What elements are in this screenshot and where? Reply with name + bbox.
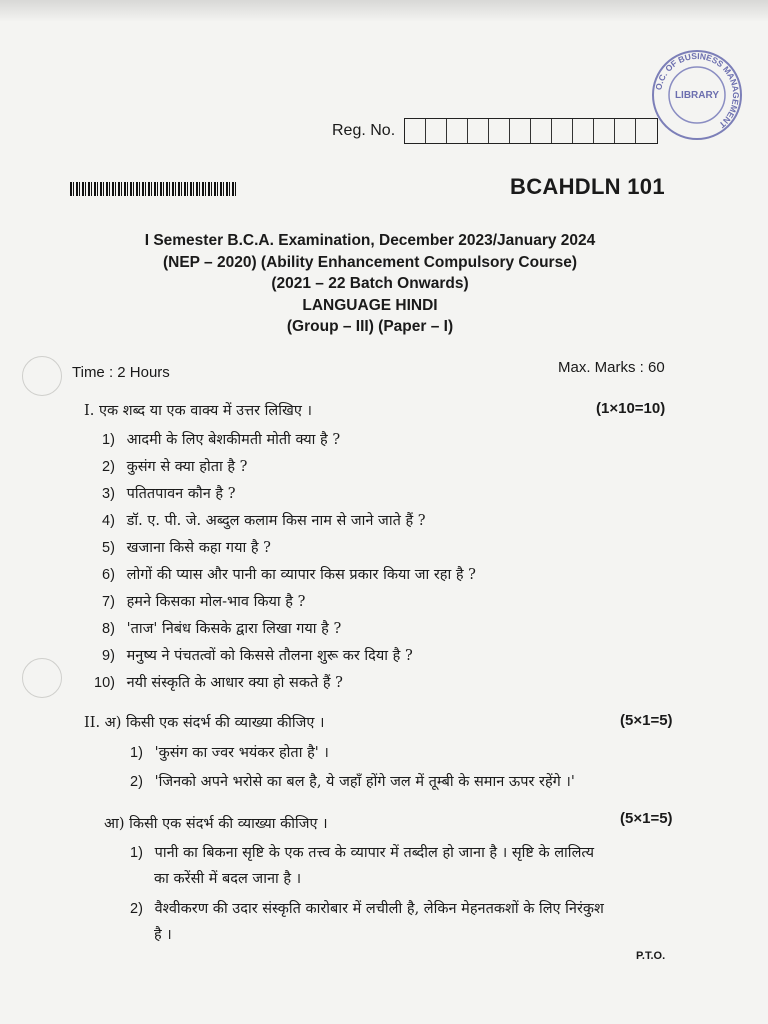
reg-no-boxes[interactable] — [404, 118, 658, 144]
svg-text:LIBRARY: LIBRARY — [674, 90, 720, 101]
title-line-4: LANGUAGE HINDI — [302, 296, 438, 314]
section-2a-item-1: 1) 'कुसंग का ज्वर भयंकर होता है' । — [130, 745, 329, 761]
question-3: 3) पतितपावन कौन है ? — [102, 486, 236, 502]
section-1-heading: I. एक शब्द या एक वाक्य में उत्तर लिखिए । — [84, 403, 312, 419]
paper-code: BCAHDLN 101 — [510, 174, 665, 199]
max-marks-label: Max. Marks : 60 — [558, 359, 665, 376]
section-2b-item-1-cont: का करेंसी में बदल जाना है । — [154, 871, 302, 887]
section-2a-marks: (5×1=5) — [620, 712, 673, 729]
barcode — [70, 182, 236, 196]
section-2b-item-2: 2) वैश्वीकरण की उदार संस्कृति कारोबार में लचीली है, लेकिन मेहनतकशों के लिए निरंकुश — [130, 901, 604, 917]
section-2a-heading: II. अ) किसी एक संदर्भ की व्याख्या कीजिए । — [84, 715, 325, 731]
reg-no-label: Reg. No. — [332, 122, 396, 139]
title-line-1: I Semester B.C.A. Examination, December 2023/January 2024 — [144, 232, 596, 249]
question-10: 10) नयी संस्कृति के आधार क्या हो सकते हैं ? — [94, 675, 343, 691]
exam-title — [0, 230, 740, 338]
question-9: 9) मनुष्य ने पंचतत्वों को किससे तौलना शुरू कर दिया है ? — [102, 648, 413, 664]
title-line-2: (NEP – 2020) (Ability Enhancement Compulsory Course) — [162, 253, 577, 271]
question-2: 2) कुसंग से क्या होता है ? — [102, 459, 248, 475]
question-8: 8) 'ताज' निबंध किसके द्वारा लिखा गया है ? — [102, 621, 342, 637]
library-stamp — [650, 48, 744, 142]
time-label: Time : 2 Hours — [72, 364, 170, 381]
question-5: 5) खजाना किसे कहा गया है ? — [102, 540, 271, 556]
section-2b-item-1: 1) पानी का बिकना सृष्टि के एक तत्त्व के व्यापार में तब्दील हो जाना है । सृष्टि के लालित्य — [130, 845, 595, 861]
pto-label: P.T.O. — [636, 950, 666, 962]
section-2a-item-2: 2) 'जिनको अपने भरोसे का बल है, ये जहाँ होंगे जल में तूम्बी के समान ऊपर रहेंगे ।' — [130, 774, 575, 790]
question-6: 6) लोगों की प्यास और पानी का व्यापार किस प्रकार किया जा रहा है ? — [102, 567, 476, 583]
section-1-marks: (1×10=10) — [596, 400, 666, 417]
scan-edge — [0, 0, 768, 22]
section-2b-heading: आ) किसी एक संदर्भ की व्याख्या कीजिए । — [104, 816, 328, 832]
question-7: 7) हमने किसका मोल-भाव किया है ? — [102, 594, 306, 610]
question-1: 1) आदमी के लिए बेशकीमती मोती क्या है ? — [102, 432, 341, 448]
punch-hole-top — [22, 356, 62, 396]
punch-hole-bottom — [22, 658, 62, 698]
title-line-3: (2021 – 22 Batch Onwards) — [271, 275, 469, 292]
question-4: 4) डॉ. ए. पी. जे. अब्दुल कलाम किस नाम से जाने जाते हैं ? — [102, 513, 426, 529]
title-line-5: (Group – III) (Paper – I) — [286, 318, 454, 335]
section-2b-marks: (5×1=5) — [620, 810, 673, 827]
svg-text:O.C. OF BUSINESS MANAGEMENT: O.C. OF BUSINESS MANAGEMENT — [653, 50, 742, 131]
section-2b-item-2-cont: है । — [154, 927, 172, 943]
